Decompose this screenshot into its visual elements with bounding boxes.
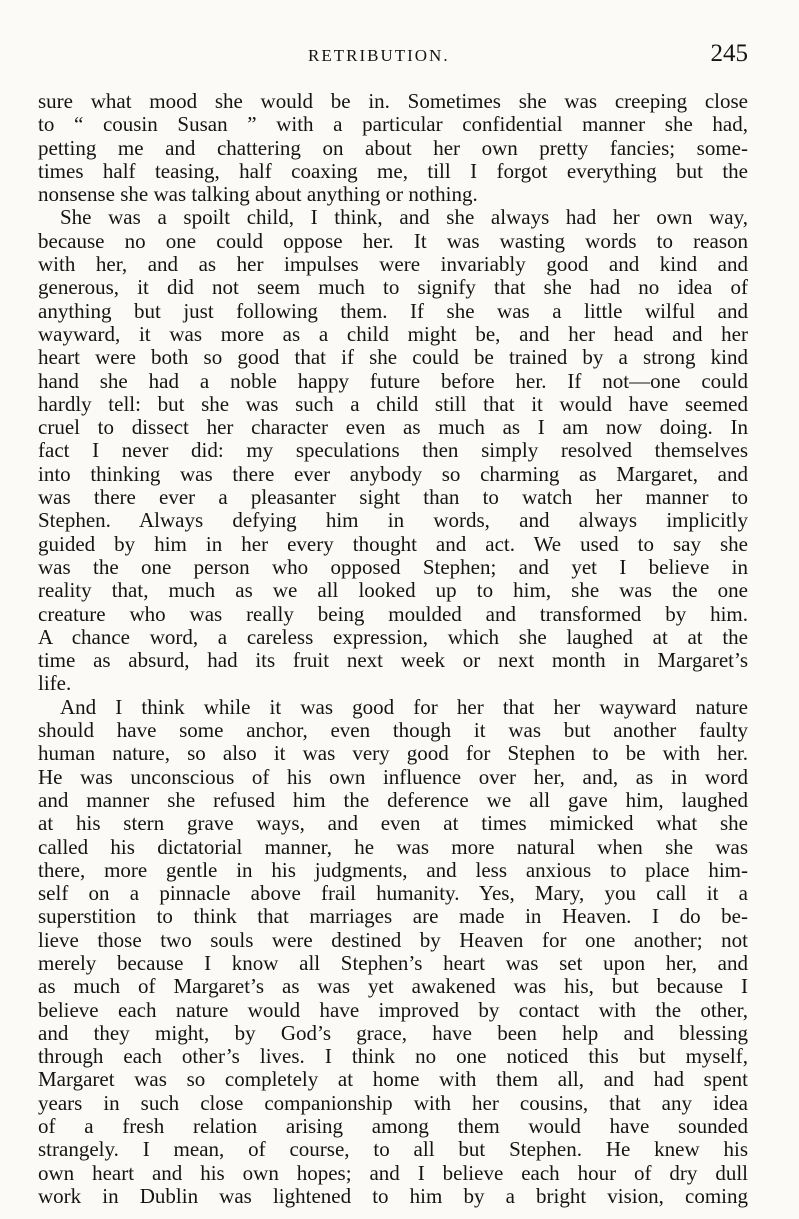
text-line: and they might, by God’s grace, have been help and blessing	[38, 1020, 748, 1045]
text-line: self on a pinnacle above frail humanity. Yes, Mary, you call it a	[38, 881, 748, 906]
text-line: times half teasing, half coaxing me, till I forgot everything but the	[38, 158, 748, 183]
text-line: should have some anchor, even though it was but another faulty	[38, 718, 748, 743]
paragraph-start-line: She was a spoilt child, I think, and she always had her own way,	[60, 205, 748, 230]
text-line: as much of Margaret’s as was yet awakened was his, but because I	[38, 974, 748, 999]
body-text	[38, 90, 748, 1208]
page-number: 245	[710, 40, 748, 67]
text-line: to “ cousin Susan ” with a particular confidential manner she had,	[38, 112, 748, 137]
text-line: reality that, much as we all looked up to him, she was the one	[38, 578, 748, 603]
text-line: merely because I know all Stephen’s heart was set upon her, and	[38, 950, 748, 975]
text-line: lieve those two souls were destined by Heaven for one another; not	[38, 927, 748, 952]
paragraph-start-line: And I think while it was good for her that her wayward nature	[60, 694, 748, 719]
text-line: creature who was really being moulded and transformed by him.	[38, 601, 748, 626]
text-line: superstition to think that marriages are made in Heaven. I do be-	[38, 904, 748, 929]
running-head	[38, 40, 748, 70]
text-line: generous, it did not seem much to signify that she had no idea of	[38, 275, 748, 300]
text-line: own heart and his own hopes; and I believe each hour of dry dull	[38, 1160, 748, 1185]
text-line: time as absurd, had its fruit next week or next month in Margaret’s	[38, 648, 748, 673]
text-line: years in such close companionship with her cousins, that any idea	[38, 1090, 748, 1115]
text-line: nonsense she was talking about anything or nothing.	[38, 182, 478, 207]
book-page	[38, 0, 748, 1219]
text-line: was the one person who opposed Stephen; and yet I believe in	[38, 554, 748, 579]
text-line: there, more gentle in his judgments, and less anxious to place him-	[38, 857, 748, 882]
text-line: guided by him in her every thought and act. We used to say she	[38, 531, 748, 556]
text-line: life.	[38, 671, 72, 696]
text-line: because no one could oppose her. It was wasting words to reason	[38, 228, 748, 253]
text-line: He was unconscious of his own influence over her, and, as in word	[38, 764, 748, 789]
text-line: at his stern grave ways, and even at times mimicked what she	[38, 811, 748, 836]
text-line: strangely. I mean, of course, to all but Stephen. He knew his	[38, 1137, 748, 1162]
running-title: RETRIBUTION.	[308, 46, 450, 65]
text-line: cruel to dissect her character even as much as I am now doing. In	[38, 415, 748, 440]
text-line: hand she had a noble happy future before her. If not—one could	[38, 368, 748, 393]
text-line: called his dictatorial manner, he was more natural when she was	[38, 834, 748, 859]
text-line: anything but just following them. If she was a little wilful and	[38, 298, 748, 323]
text-line: into thinking was there ever anybody so charming as Margaret, and	[38, 461, 748, 486]
text-line: A chance word, a careless expression, which she laughed at at the	[38, 624, 748, 649]
text-line: fact I never did: my speculations then simply resolved themselves	[38, 438, 748, 463]
text-line: Stephen. Always defying him in words, and always implicitly	[38, 508, 748, 533]
text-line: Margaret was so completely at home with them all, and had spent	[38, 1067, 748, 1092]
text-line: with her, and as her impulses were invariably good and kind and	[38, 252, 748, 277]
text-line: sure what mood she would be in. Sometimes she was creeping close	[38, 89, 748, 113]
text-line: hardly tell: but she was such a child still that it would have seemed	[38, 391, 748, 416]
text-line: of a fresh relation arising among them would have sounded	[38, 1114, 748, 1139]
text-line: heart were both so good that if she could be trained by a strong kind	[38, 345, 748, 370]
text-line: believe each nature would have improved by contact with the other,	[38, 997, 748, 1022]
text-line: work in Dublin was lightened to him by a bright vision, coming	[38, 1183, 748, 1208]
text-line: petting me and chattering on about her own pretty fancies; some-	[38, 135, 748, 160]
text-line: wayward, it was more as a child might be, and her head and her	[38, 321, 748, 346]
text-line: human nature, so also it was very good for Stephen to be with her.	[38, 741, 748, 766]
text-line: was there ever a pleasanter sight than to watch her manner to	[38, 485, 748, 510]
text-line: through each other’s lives. I think no one noticed this but myself,	[38, 1044, 748, 1069]
text-line: and manner she refused him the deference we all gave him, laughed	[38, 787, 748, 812]
